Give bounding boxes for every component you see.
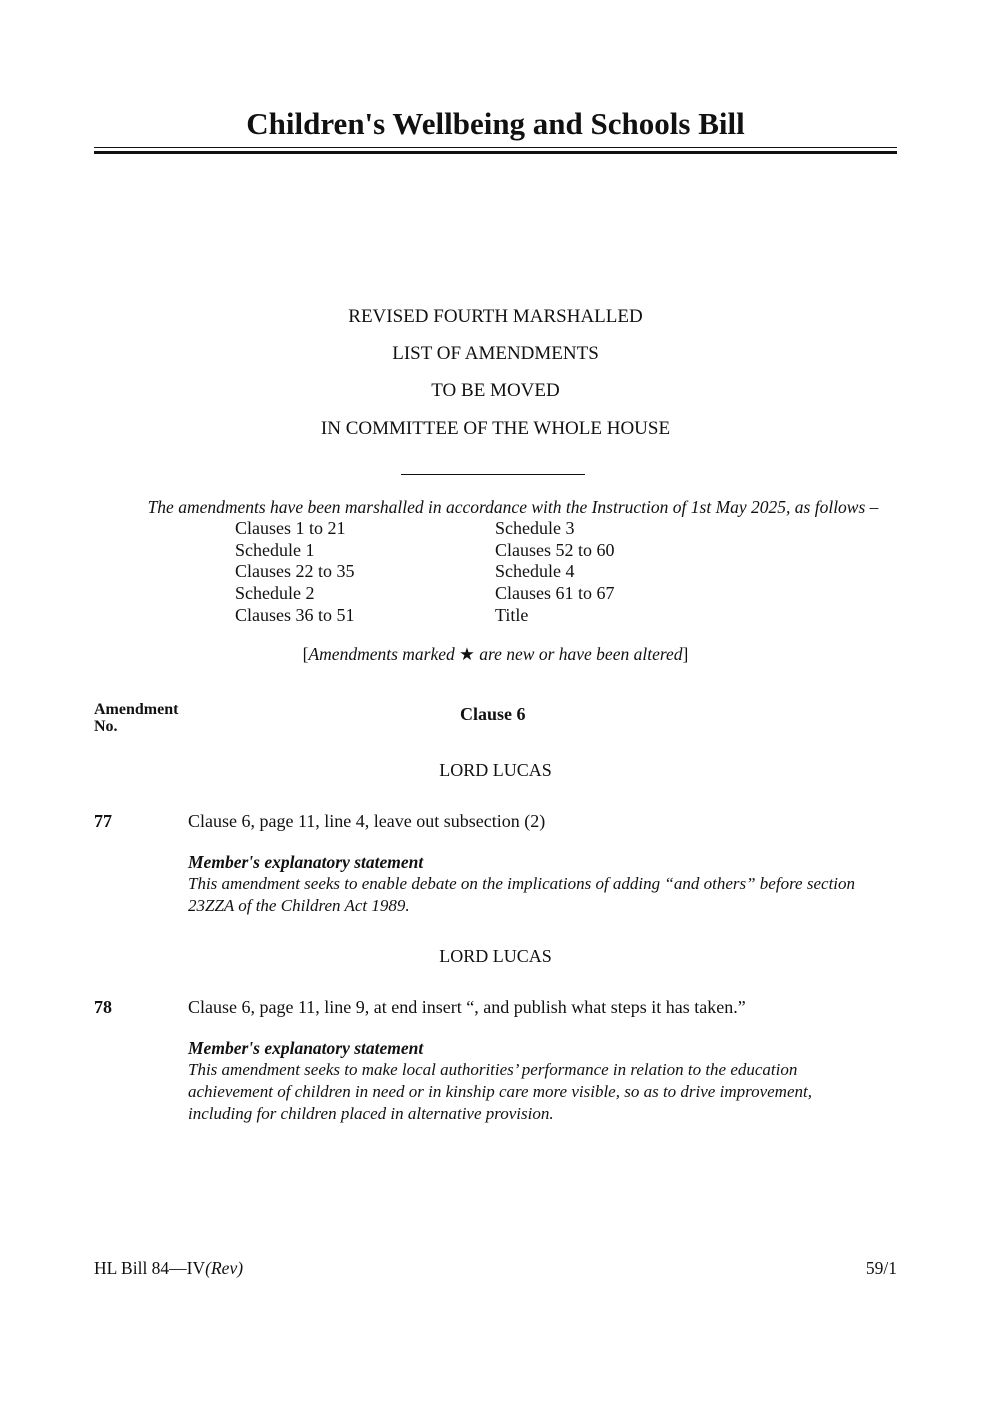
amendment-number: 77	[94, 811, 112, 831]
order-item: Clauses 36 to 51	[235, 604, 355, 625]
statement-title: Member's explanatory statement	[188, 1038, 424, 1058]
explanatory-statement	[188, 1037, 903, 1125]
member-name: LORD LUCAS	[439, 760, 552, 780]
order-list-right	[495, 518, 615, 627]
order-item: Schedule 4	[495, 561, 575, 582]
bracket: ]	[682, 644, 689, 664]
order-item: Schedule 2	[235, 583, 315, 604]
page-number: 59/1	[865, 1258, 897, 1278]
statement-line: This amendment seeks to enable debate on the implications of adding “and others” before section	[188, 874, 856, 893]
order-item: Clauses 52 to 60	[495, 539, 615, 560]
star-icon: ★	[459, 644, 475, 664]
title-rule-thin	[94, 147, 897, 148]
heading-line: REVISED FOURTH MARSHALLED	[348, 306, 643, 327]
note-text: Amendments marked	[308, 644, 460, 664]
bill-reference	[94, 1258, 243, 1279]
heading-line: TO BE MOVED	[431, 380, 560, 401]
statement-title: Member's explanatory statement	[188, 852, 424, 872]
bill-number: HL Bill 84—IV	[94, 1258, 206, 1278]
statement-line: including for children placed in alternative provision.	[188, 1104, 554, 1123]
note-text: are new or have been altered	[474, 644, 683, 664]
order-item: Schedule 3	[495, 518, 575, 538]
heading-line: IN COMMITTEE OF THE WHOLE HOUSE	[320, 418, 671, 439]
order-item: Clauses 22 to 35	[235, 561, 355, 582]
explanatory-statement	[188, 851, 903, 917]
bracket: [	[302, 644, 309, 664]
bill-title: Children's Wellbeing and Schools Bill	[246, 106, 745, 141]
statement-line: achievement of children in need or in kinship care more visible, so as to drive improvement,	[188, 1082, 812, 1101]
order-list-left	[235, 518, 355, 627]
order-item: Title	[495, 604, 529, 625]
amendment-text: Clause 6, page 11, line 9, at end insert “, and publish what steps it has taken.”	[188, 997, 746, 1017]
heading-line: LIST OF AMENDMENTS	[392, 343, 599, 364]
title-rule-thick	[94, 151, 897, 154]
amendment-number-header	[94, 701, 178, 735]
order-item: Clauses 61 to 67	[495, 583, 615, 604]
order-item: Schedule 1	[235, 539, 315, 560]
header-line: No.	[94, 718, 118, 735]
marshalling-intro: The amendments have been marshalled in accordance with the Instruction of 1st May 2025, as follows –	[147, 497, 879, 517]
clause-heading: Clause 6	[460, 704, 526, 724]
amendment-text: Clause 6, page 11, line 4, leave out subsection (2)	[188, 811, 546, 831]
header-line: Amendment	[94, 701, 179, 718]
amendment-number: 78	[94, 997, 112, 1017]
revision-mark: (Rev)	[205, 1258, 244, 1278]
divider	[401, 474, 585, 475]
statement-line: 23ZZA of the Children Act 1989.	[188, 896, 410, 915]
star-note	[0, 644, 991, 665]
order-item: Clauses 1 to 21	[235, 518, 346, 538]
statement-line: This amendment seeks to make local authorities’ performance in relation to the education	[188, 1060, 798, 1079]
member-name: LORD LUCAS	[439, 946, 552, 966]
